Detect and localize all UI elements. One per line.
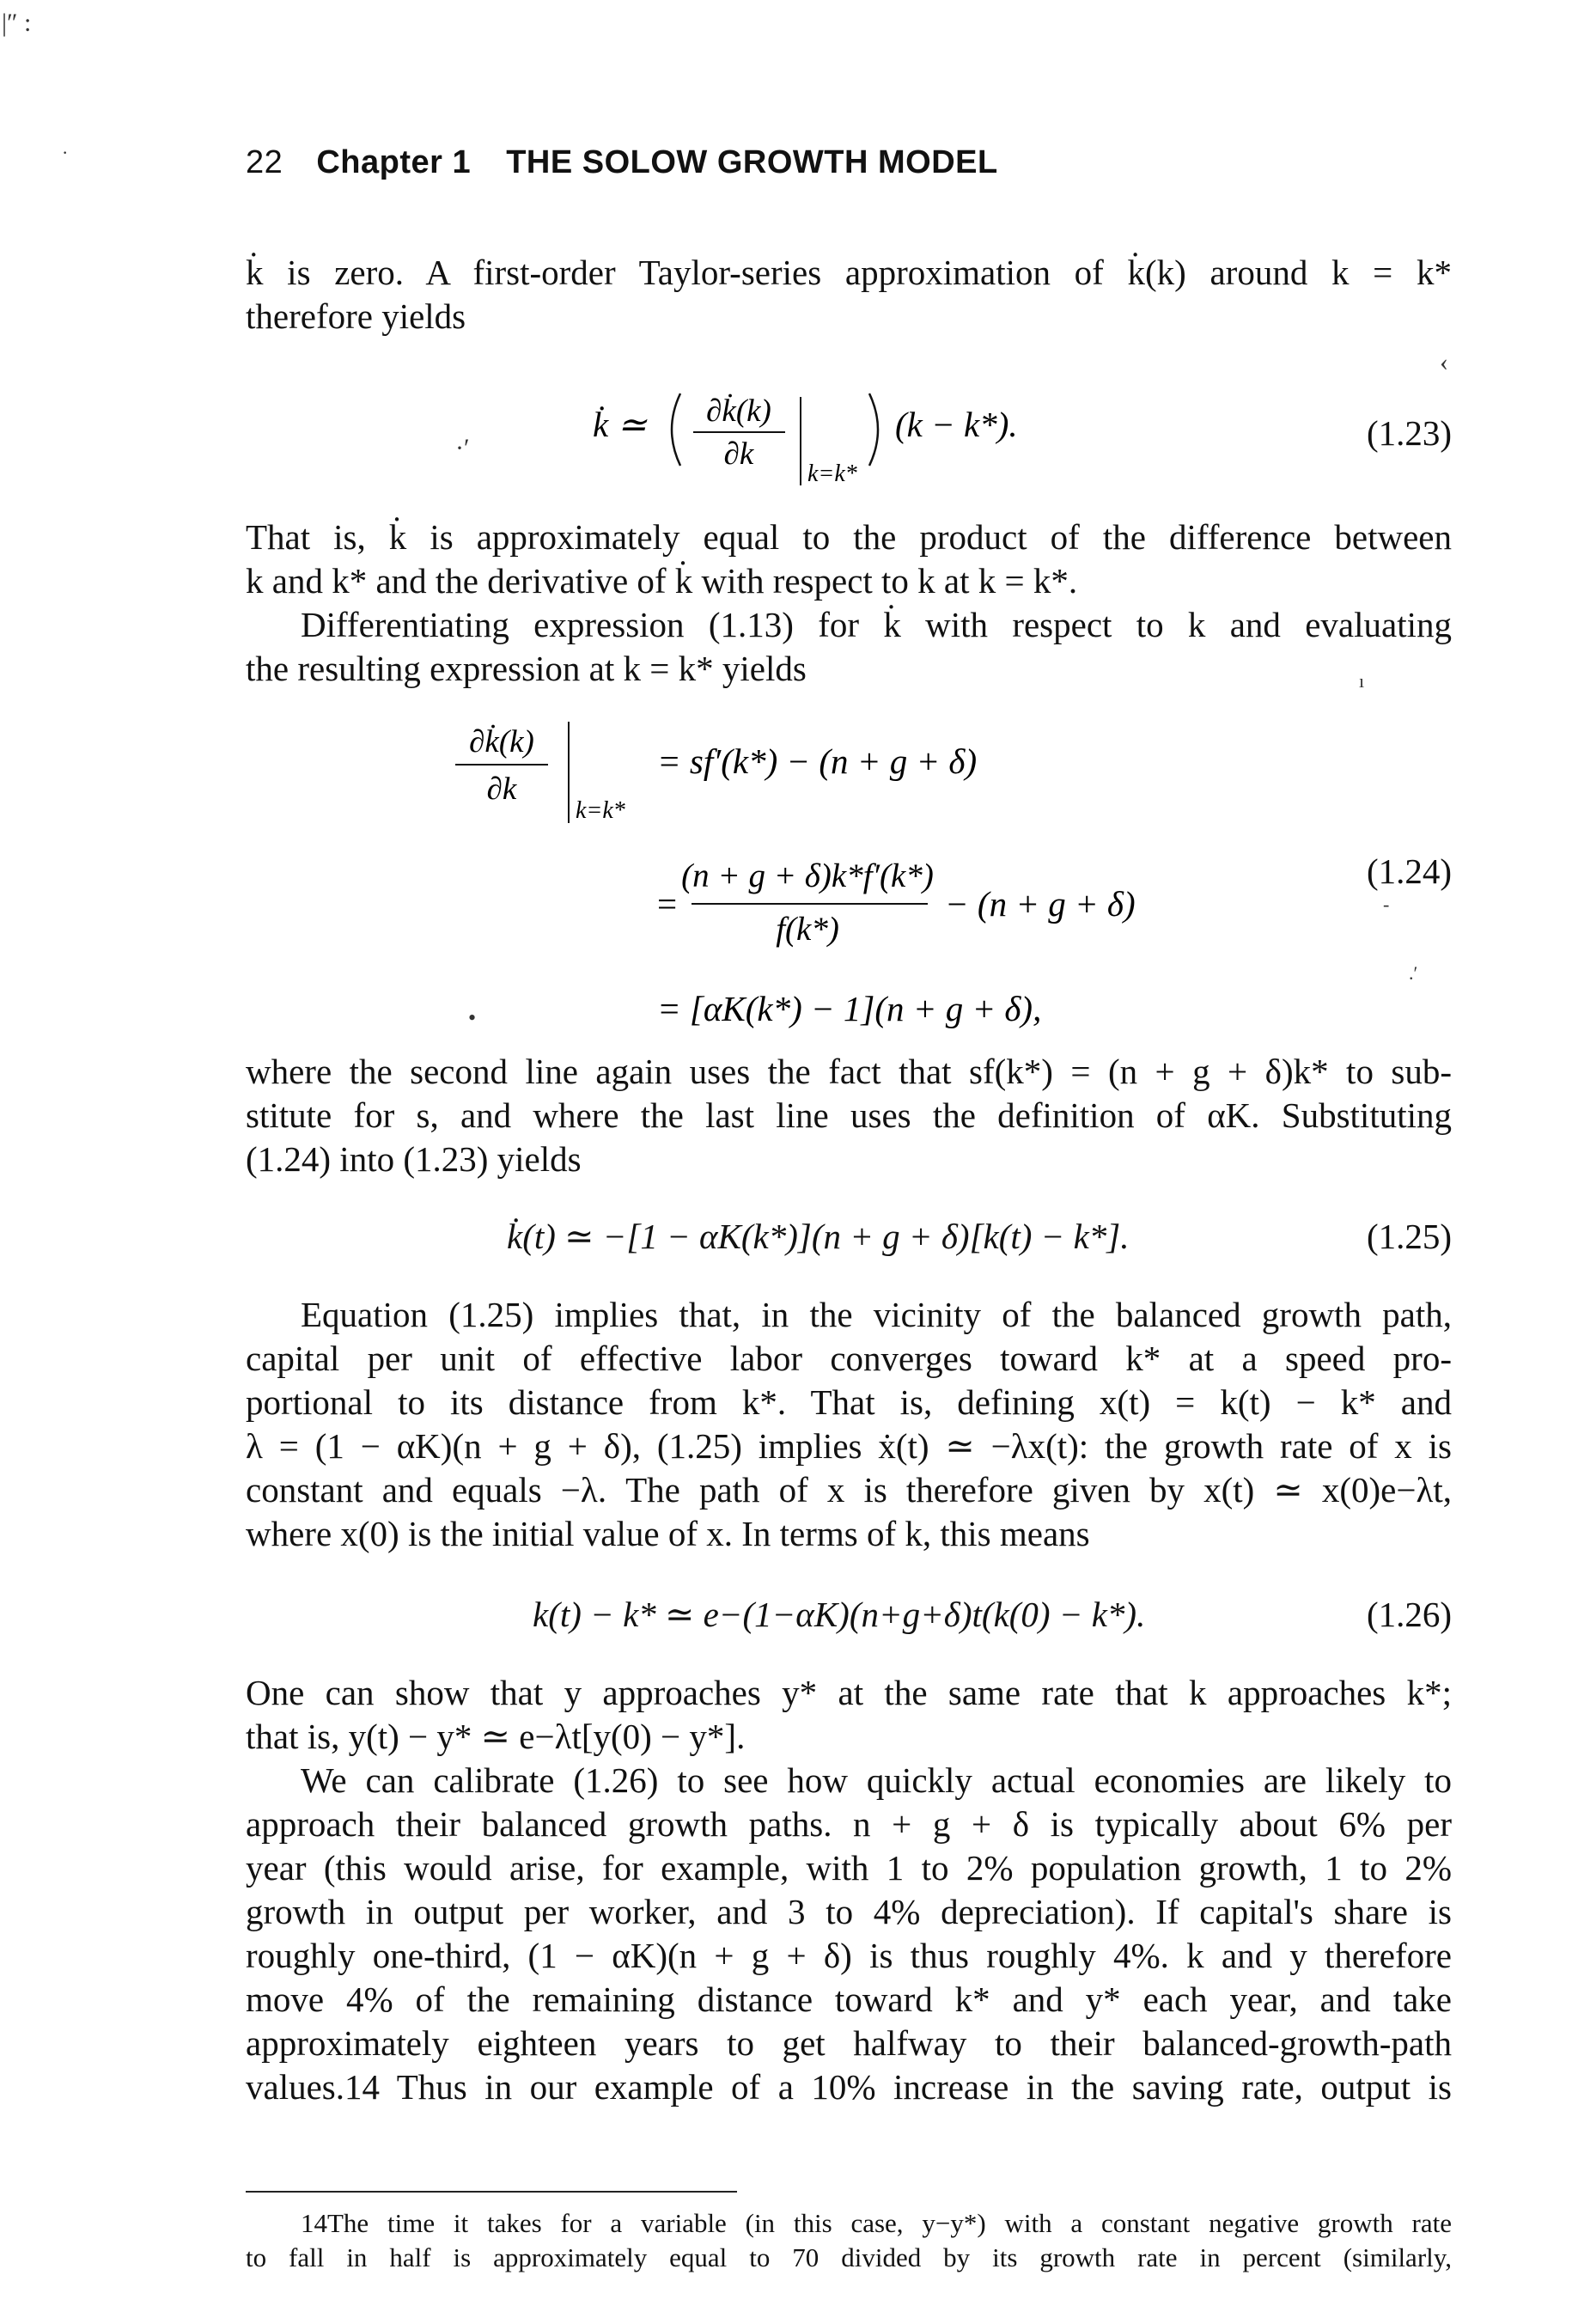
chapter-label: Chapter 1 [316, 144, 472, 180]
text-line: therefore yields [246, 296, 466, 336]
eq-1-24-line2-denominator: f(k*) [776, 911, 839, 948]
equation-text: k̇(t) ≃ −[1 − αK(k*)](n + g + δ)[k(t) − k*]. [507, 1217, 1130, 1256]
text-line: Equation (1.25) implies that, in the vicinity of the balanced growth path, [301, 1295, 1452, 1334]
footnote-rule [246, 2191, 737, 2193]
text-line: One can show that y approaches y* at the same rate that k approaches k*; [246, 1673, 1452, 1712]
text-line: growth in output per worker, and 3 to 4% depreciation). If capital's share is [246, 1892, 1452, 1931]
chapter-title: THE SOLOW GROWTH MODEL [506, 144, 998, 180]
equals-sign: = [657, 884, 678, 924]
text-line: the resulting expression at k = k* yields [246, 649, 807, 688]
equation-number: (1.23) [1366, 413, 1452, 453]
eq-1-24-line1: = sf′(k*) − (n + g + δ) [657, 741, 978, 781]
text-line: roughly one-third, (1 − αK)(n + g + δ) is thus roughly 4%. k and y therefore [246, 1936, 1452, 1975]
text-line: that is, y(t) − y* ≃ e−λt[y(0) − y*]. [246, 1717, 746, 1756]
equation-number: (1.24) [1366, 851, 1452, 891]
text-line: That is, k̇ is approximately equal to the product of the difference between [246, 517, 1452, 557]
page-number: 22 [246, 144, 283, 180]
text-line: constant and equals −λ. The path of x is therefore given by x(t) ≃ x(0)e−λt, [246, 1470, 1452, 1510]
text-line: portional to its distance from k*. That is, defining x(t) = k(t) − k* and [246, 1382, 1452, 1422]
equation-number: (1.26) [1366, 1595, 1452, 1634]
footnote-line: to fall in half is approximately equal to 70 divided by its growth rate in percent (similarly, [246, 2242, 1452, 2272]
eq-1-23-lhs: k̇ ≃ [593, 405, 647, 444]
equation-1-24-graphic [447, 713, 1306, 1040]
eq-1-23-numerator: ∂k̇(k) [706, 393, 771, 429]
eq-1-24-line2-numerator: (n + g + δ)k*f′(k*) [681, 857, 934, 894]
eq-1-24-eval: k=k* [576, 797, 625, 824]
text-line: year (this would arise, for example, with 1 to 2% population growth, 1 to 2% [246, 1848, 1452, 1888]
eq-1-23-denominator: ∂k [723, 436, 754, 472]
text-line: approximately eighteen years to get halfway to their balanced-growth-path [246, 2023, 1452, 2063]
text-line: k̇ is zero. A first-order Taylor-series approximation of k̇(k) around k = k* [246, 253, 1452, 292]
eq-1-24-line2-tail: − (n + g + δ) [945, 884, 1136, 924]
text-line: where the second line again uses the fact that sf(k*) = (n + g + δ)k* to sub- [246, 1052, 1452, 1091]
text-line: k and k* and the derivative of k̇ with respect to k at k = k*. [246, 561, 1078, 601]
text-line: values.14 Thus in our example of a 10% increase in the saving rate, output is [246, 2067, 1452, 2107]
text-line: move 4% of the remaining distance toward k* and y* each year, and take [246, 1979, 1452, 2019]
equation-number: (1.25) [1366, 1217, 1452, 1256]
eq-1-23-rhs: (k − k*). [895, 405, 1018, 444]
text-line: λ = (1 − αK)(n + g + δ), (1.25) implies ẋ(t) ≃ −λx(t): the growth rate of x is [246, 1426, 1452, 1466]
left-paren [672, 393, 680, 466]
text-line: approach their balanced growth paths. n + g + δ is typically about 6% per [246, 1804, 1452, 1844]
eq-1-23-eval: k=k* [807, 461, 857, 487]
right-paren [869, 393, 878, 466]
eq-1-24-lhs-denominator: ∂k [486, 772, 517, 807]
text-line: Differentiating expression (1.13) for k̇ with respect to k and evaluating [301, 605, 1452, 644]
equation-text: k(t) − k* ≃ e−(1−αK)(n+g+δ)t(k(0) − k*). [533, 1595, 1146, 1634]
running-header [246, 144, 998, 181]
eq-1-24-line3: = [αK(k*) − 1](n + g + δ), [657, 989, 1042, 1028]
text-line: stitute for s, and where the last line uses the definition of αK. Substituting [246, 1095, 1452, 1135]
text-line: capital per unit of effective labor converges toward k* at a speed pro- [246, 1339, 1452, 1378]
equation-1-23-graphic [584, 369, 1289, 498]
text-line: We can calibrate (1.26) to see how quickly actual economies are likely to [301, 1760, 1452, 1800]
book-page: |″ : · 22 Chapter 1 THE SOLOW GROWTH MODEL k̇ is zero. A first-order Taylor-series approximation of k̇(k) around k = k* therefore yields k̇ ≃ ∂k̇(k) ∂k k=k* (k − k*). (1.23) ·′ ‹ That is, k̇ is approximately equal to the product of the difference between k and k* and the derivative of k̇ with respect to k at k = k*. Differentiating expression (1.13) for k̇ with respect to k and evaluating the resulting expression at k = k* yields ı ∂k̇(k) ∂k k=k* = sf′(k*) − (n + g + δ) = (n + g + δ)k*f′(k*) f(k*) − (n + g + δ) = [αK(k*) − 1](n + g + δ), (1.24) - .′ • where the second line again uses the fact that sf(k*) = (n + g + δ)k* to sub- stitute for s, and where the last line uses the definition of αK. Substituting (1.24) into (1.23) yields k̇(t) ≃ −[1 − αK(k*)](n + g + δ)[k(t) − k*]. (1.25) Equation (1.25) implies that, in the vicinity of the balanced growth path, capital per unit of effective labor converges toward k* at a speed pro- portional to its distance from k*. That is, defining x(t) = k(t) − k* and λ = (1 − αK)(n + g + δ), (1.25) implies ẋ(t) ≃ −λx(t): the growth rate of x is constant and equals −λ. The path of x is therefore given by x(t) ≃ x(0)e−λt, where x(0) is the initial value of x. In terms of k, this means k(t) − k* ≃ e−(1−αK)(n+g+δ)t(k(0) − k*). (1.26) One can show that y approaches y* at the same rate that k approaches k*; that is, y(t) − y* ≃ e−λt[y(0) − y*]. We can calibrate (1.26) to see how quickly actual economies are likely to approach their balanced growth paths. n + g + δ is typically about 6% per year (this would arise, for example, with 1 to 2% population growth, 1 to 2% growth in output per worker, and 3 to 4% depreciation). If capital's share is roughly one-third, (1 − αK)(n + g + δ) is thus roughly 4%. k and y therefore move 4% of the remaining distance toward k* and y* each year, and take approximately eighteen years to get halfway to their balanced-growth-path values.14 Thus in our example of a 10% increase in the saving rate, output is 14The time it takes for a variable (in this case, y−y*) with a constant negative growth rate to fall in half is approximately equal to 70 divided by its growth rate in percent (similarly, [0, 0, 1572, 2324]
footnote-line: 14The time it takes for a variable (in this case, y−y*) with a constant negative growth rate [301, 2208, 1452, 2238]
eq-1-24-lhs-numerator: ∂k̇(k) [469, 724, 534, 759]
text-line: where x(0) is the initial value of x. In terms of k, this means [246, 1514, 1090, 1553]
text-line: (1.24) into (1.23) yields [246, 1139, 582, 1179]
